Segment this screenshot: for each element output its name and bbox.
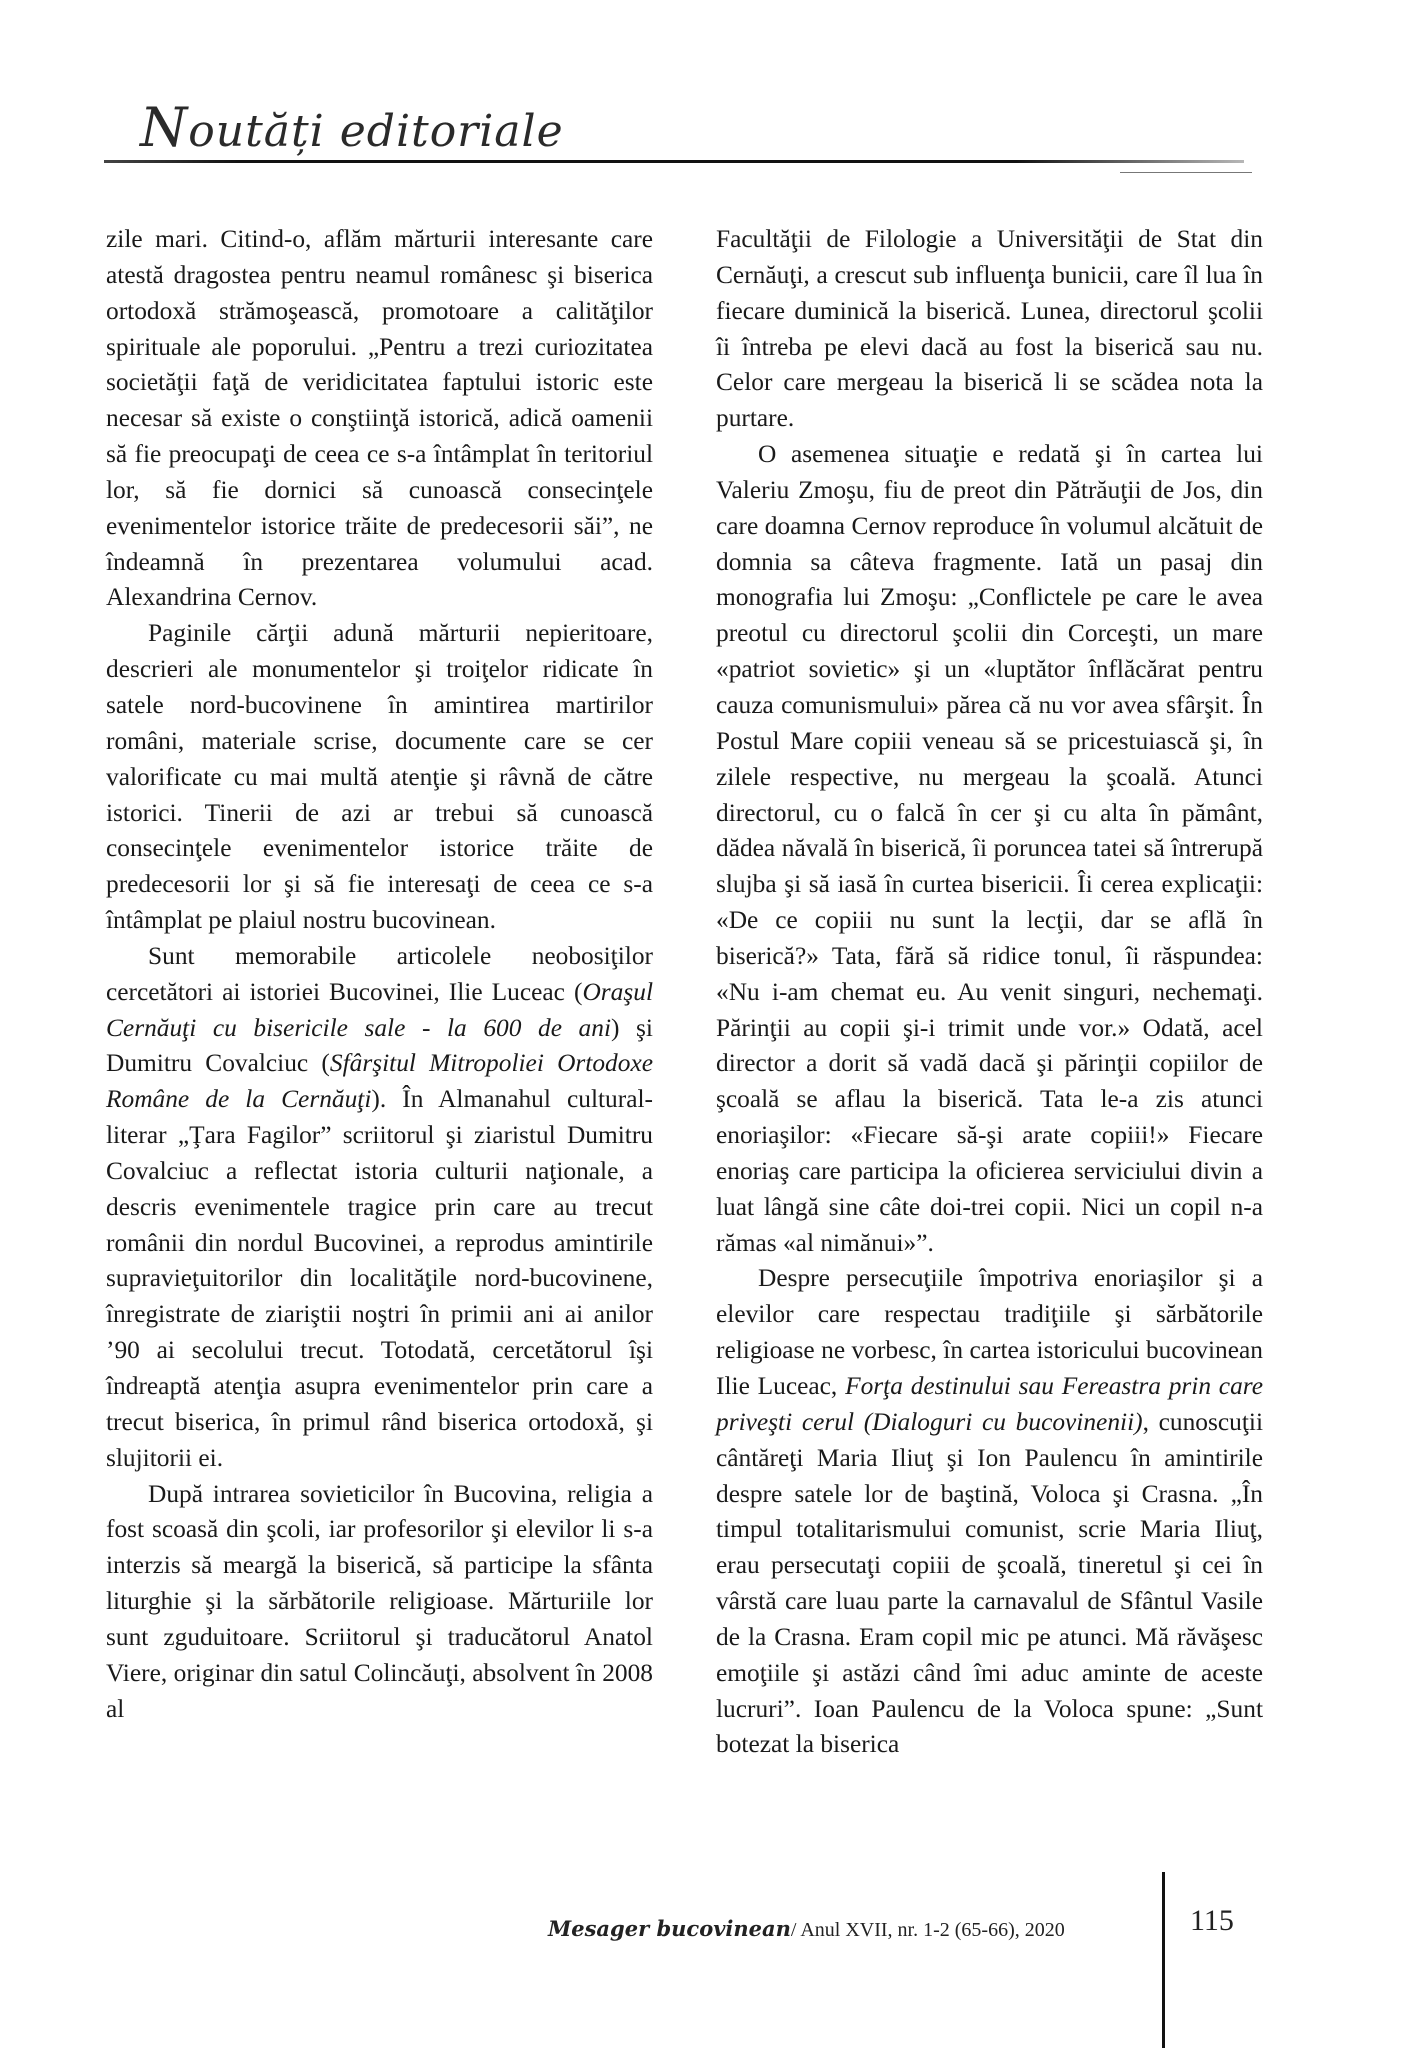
paragraph: Facultăţii de Filologie a Universităţii de Stat din Cernăuţi, a crescut sub influenţa bunicii, care îl lua în fiecare duminică la biserică. Lunea, directorul şcolii îi întreba pe elevi dacă au fost la biserică sau nu. Celor care mergeau la biserică li se scădea nota la purtare.	[716, 225, 1263, 433]
magazine-name: Mesager bucovinean	[548, 1916, 791, 1941]
book-title: Sfârşitul Mitropoliei Ortodoxe Române de la Cernăuţi	[106, 1049, 653, 1114]
paragraph: zile mari. Citind-o, aflăm mărturii interesante care atestă dragostea pentru neamul românesc şi biserica ortodoxă strămoşească, promotoare a calităţilor spirituale ale poporului. „Pentru a trezi curiozitatea societăţii faţă de veridicitatea faptului istoric este necesar să existe o conştiinţă istorică, adică oamenii să fie preocupaţi de ceea ce s-a întâmplat în teritoriul lor, să fie dornici să cunoască consecinţele evenimentelor istorice trăite de predecesorii săi”, ne îndeamnă în prezentarea volumului acad. Alexandrina Cernov.	[106, 225, 653, 612]
footer-divider	[1162, 1872, 1165, 2048]
section-title-initial: N	[140, 96, 189, 159]
paragraph-text: Despre persecuţiile împotriva enoriaşilor şi a elevilor care respectau tradiţiile şi sărbătorile religioase ne vorbesc, în cartea istoricului bucovinean Ilie Luceac,	[716, 1264, 1263, 1400]
issue-info: / Anul XVII, nr. 1-2 (65-66), 2020	[790, 1919, 1065, 1941]
book-title: Forţa destinului sau Fereastra prin care priveşti cerul (Dialoguri cu bucovinenii)	[716, 1372, 1263, 1436]
right-column	[716, 222, 1263, 1763]
paragraph-text: Sunt memorabile articolele neobosiţilor cercetători ai istoriei Bucovinei, Ilie Luceac (	[106, 941, 653, 1006]
paragraph-text: ) şi Dumitru Covalciuc (	[106, 1013, 653, 1078]
footer-citation	[548, 1916, 1065, 1942]
book-title: Oraşul Cernăuţi cu bisericile sale - la 600 de ani	[106, 977, 653, 1042]
paragraph: Paginile cărţii adună mărturii nepieritoare, descrieri ale monumentelor şi troiţelor ridicate în satele nord-bucovinene în amintirea martirilor români, materiale scrise, documente care se cer valorificate cu mai multă atenţie şi râvnă de către istorici. Tinerii de azi ar trebui să cunoască consecinţele evenimentelor istorice trăite de predecesorii lor şi să fie interesaţi de ceea ce s-a întâmplat pe plaiul nostru bucovinean.	[106, 619, 653, 935]
paragraph: După intrarea sovieticilor în Bucovina, religia a fost scoasă din şcoli, iar profesorilor şi elevilor li s-a interzis să meargă la biserică, să participe la sfânta liturghie şi la sărbătorile religioase. Mărturiile lor sunt zguduitoare. Scriitorul şi traducătorul Anatol Viere, originar din satul Colincăuţi, absolvent în 2008 al	[106, 1479, 653, 1723]
paragraph	[106, 939, 653, 1477]
left-column	[106, 222, 653, 1727]
page-number: 115	[1190, 1904, 1234, 1937]
section-title	[140, 96, 564, 159]
paragraph: O asemenea situaţie e redată şi în cartea lui Valeriu Zmoşu, fiu de preot din Pătrăuţii de Jos, din care doamna Cernov reproduce în volumul alcătuit de domnia sa câteva fragmente. Iată un pasaj din monografia lui Zmoşu: „Conflictele pe care le avea preotul cu directorul şcolii din Corceşti, un mare «patriot sovietic» şi un «luptător înflăcărat pentru cauza comunismului» părea că nu vor avea sfârşit. În Postul Mare copiii veneau să se pricestuiască şi, în zilele respective, nu mergeau la şcoală. Atunci directorul, cu o falcă în cer şi cu alta în pământ, dădea năvală în biserică, îi poruncea tatei să întrerupă slujba şi să iasă în curtea bisericii. Îi cerea explicaţii: «De ce copiii nu sunt la lecţii, dar se află în biserică?» Tata, fără să ridice tonul, îi răspundea: «Nu i-am chemat eu. Au venit singuri, nechemaţi. Părinţii au copii şi-i trimit unde vor.» Odată, acel director a dorit să vadă dacă şi părinţii copiilor de şcoală se aflau la biserică. Tata le-a zis atunci enoriaşilor: «Fiecare să-şi arate copiii!» Fiecare enoriaş care participa la oficierea serviciului divin a luat lângă sine câte doi-trei copii. Nici un copil n-a rămas «al nimănui»”.	[716, 440, 1263, 1257]
header-rule-thin	[1120, 172, 1252, 173]
paragraph-text: , cunoscuţii cântăreţi Maria Iliuţ şi Ion Paulencu în amintirile despre satele lor de baştină, Voloca şi Crasna. „În timpul totalitarismului comunist, scrie Maria Iliuţ, erau persecutaţi copiii de şcoală, tineretul şi cei în vârstă care luau parte la carnavalul de Sfântul Vasile de la Crasna. Eram copil mic pe atunci. Mă răvăşesc emoţiile şi astăzi când îmi aduc aminte de aceste lucruri”. Ioan Paulencu de la Voloca spune: „Sunt botezat la biserica	[716, 1407, 1263, 1759]
header-rule	[104, 160, 1244, 163]
paragraph-text: ). În Almanahul cultural-literar „Ţara Fagilor” scriitorul şi ziaristul Dumitru Covalciuc a reflectat istoria culturii naţionale, a descris evenimentele tragice prin care au trecut românii din nordul Bucovinei, a reprodus amintirile supravieţuitorilor din localităţile nord-bucovinene, înregistrate de ziariştii noştri în primii ani ai anilor ’90 ai secolului trecut. Totodată, cercetătorul îşi îndreaptă atenţia asupra evenimentelor prin care a trecut biserica, în primul rând biserica ortodoxă, şi slujitorii ei.	[106, 1085, 653, 1472]
section-title-rest: outăți editoriale	[188, 106, 564, 157]
paragraph	[716, 1261, 1263, 1763]
